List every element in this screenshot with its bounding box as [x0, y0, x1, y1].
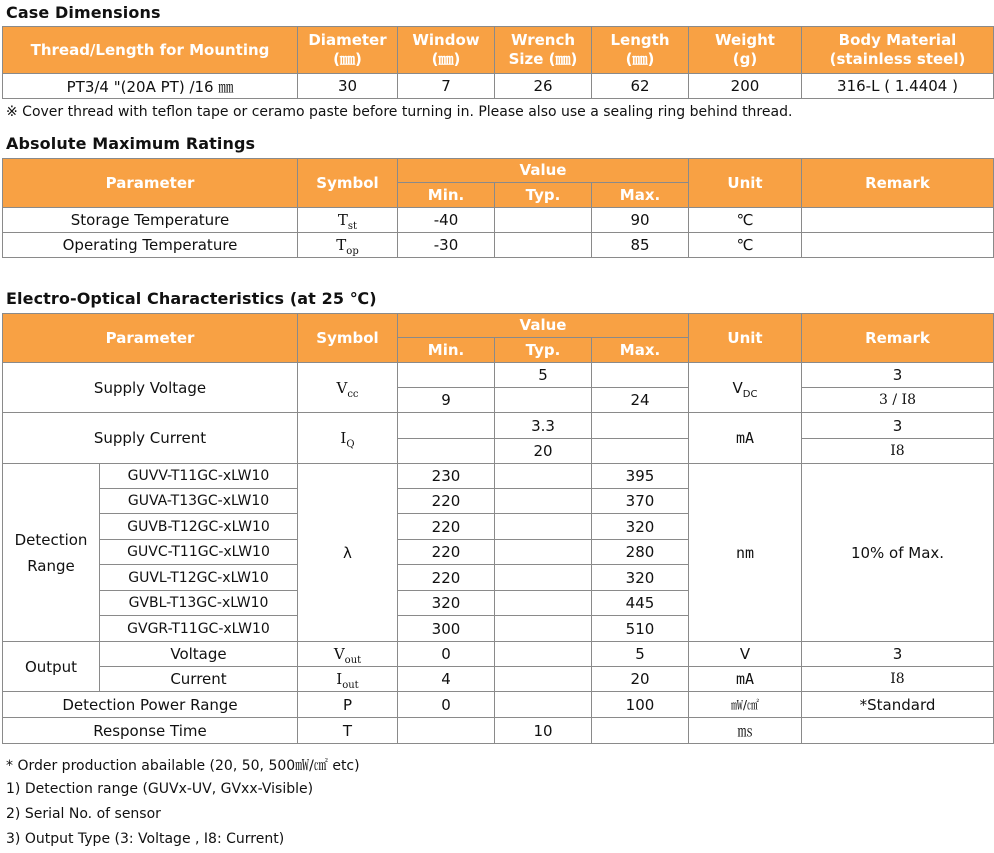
table-row	[3, 642, 994, 667]
amr-unit: ℃	[689, 208, 802, 233]
detection-max: 510	[592, 616, 689, 642]
case-dimensions-table	[2, 26, 994, 99]
detection-max: 445	[592, 591, 689, 616]
detection-max: 395	[592, 464, 689, 489]
detection-typ	[495, 616, 592, 642]
detection-min: 220	[398, 489, 495, 514]
header-wrench: Wrench Size (㎜)	[495, 27, 592, 74]
header-thread: Thread/Length for Mounting	[3, 27, 298, 74]
header-weight: Weight (g)	[689, 27, 802, 74]
footnote-serial: 2) Serial No. of sensor	[6, 806, 161, 822]
detection-typ	[495, 565, 592, 591]
power-range-remark: *Standard	[802, 692, 994, 718]
output-label: Output	[3, 642, 100, 692]
response-time-typ: 10	[495, 718, 592, 744]
detection-model: GUVA-T13GC-xLW10	[100, 489, 298, 514]
amr-param: Storage Temperature	[3, 208, 298, 233]
output-voltage-unit: V	[689, 642, 802, 667]
amr-header-symbol: Symbol	[298, 159, 398, 208]
supply-current-max-2	[592, 439, 689, 464]
output-current-label: Current	[100, 667, 298, 692]
detection-typ	[495, 591, 592, 616]
detection-model: GUVV-T11GC-xLW10	[100, 464, 298, 489]
detection-min: 300	[398, 616, 495, 642]
table-row	[3, 692, 994, 718]
supply-voltage-typ-1: 5	[495, 363, 592, 388]
output-voltage-symbol: $V_{out}$	[298, 642, 398, 667]
amr-typ	[495, 208, 592, 233]
supply-voltage-typ-2	[495, 388, 592, 413]
supply-current-remark-2: I8	[802, 439, 994, 464]
amr-remark	[802, 233, 994, 258]
detection-typ	[495, 489, 592, 514]
supply-voltage-remark-1: 3	[802, 363, 994, 388]
detection-max: 280	[592, 540, 689, 565]
eoc-header-max: Max.	[592, 338, 689, 363]
supply-current-remark-1: 3	[802, 413, 994, 439]
supply-voltage-unit: $V_{DC}$	[689, 363, 802, 413]
detection-range-label: Detection Range	[3, 464, 100, 642]
detection-unit: nm	[689, 464, 802, 642]
amr-header-value: Value	[398, 159, 689, 183]
detection-min: 220	[398, 565, 495, 591]
amr-header-unit: Unit	[689, 159, 802, 208]
amr-min: -30	[398, 233, 495, 258]
detection-symbol: λ	[298, 464, 398, 642]
supply-voltage-remark-2: 3 / I8	[802, 388, 994, 413]
case-dimensions-title: Case Dimensions	[6, 3, 161, 22]
response-time-symbol: T	[298, 718, 398, 744]
eoc-header-remark: Remark	[802, 314, 994, 363]
header-length: Length (㎜)	[592, 27, 689, 74]
amr-header-typ: Typ.	[495, 183, 592, 208]
cell-body-material: 316-L ( 1.4404 )	[802, 74, 994, 99]
table-row	[3, 667, 994, 692]
supply-current-label: Supply Current	[3, 413, 298, 464]
supply-voltage-min-1	[398, 363, 495, 388]
response-time-min	[398, 718, 495, 744]
detection-model: GUVL-T12GC-xLW10	[100, 565, 298, 591]
amr-max: 90	[592, 208, 689, 233]
detection-min: 220	[398, 540, 495, 565]
eoc-table	[2, 313, 994, 744]
power-range-min: 0	[398, 692, 495, 718]
header-window: Window (㎜)	[398, 27, 495, 74]
cell-thread: PT3/4 "(20A PT) /16 ㎜	[3, 74, 298, 99]
eoc-header-parameter: Parameter	[3, 314, 298, 363]
output-current-symbol: $I_{out}$	[298, 667, 398, 692]
table-row	[3, 233, 994, 258]
output-current-remark: I8	[802, 667, 994, 692]
cell-wrench: 26	[495, 74, 592, 99]
cell-weight: 200	[689, 74, 802, 99]
output-voltage-label: Voltage	[100, 642, 298, 667]
power-range-symbol: P	[298, 692, 398, 718]
table-row	[3, 208, 994, 233]
power-range-label: Detection Power Range	[3, 692, 298, 718]
power-range-max: 100	[592, 692, 689, 718]
footnote-order: * Order production abailable (20, 50, 500㎽/㎠ etc)	[6, 758, 360, 774]
power-range-unit: ㎽/㎠	[689, 692, 802, 718]
supply-voltage-max-1	[592, 363, 689, 388]
table-row	[3, 413, 994, 439]
eoc-header-symbol: Symbol	[298, 314, 398, 363]
amr-header-min: Min.	[398, 183, 495, 208]
amr-param: Operating Temperature	[3, 233, 298, 258]
amr-max: 85	[592, 233, 689, 258]
cell-diameter: 30	[298, 74, 398, 99]
detection-max: 320	[592, 514, 689, 540]
amr-table	[2, 158, 994, 258]
supply-current-min-2	[398, 439, 495, 464]
amr-header-parameter: Parameter	[3, 159, 298, 208]
table-row	[3, 718, 994, 744]
detection-max: 370	[592, 489, 689, 514]
case-note: ※ Cover thread with teflon tape or ceramo paste before turning in. Please also use a sealing ring behind thread.	[6, 104, 793, 120]
detection-model: GUVC-T11GC-xLW10	[100, 540, 298, 565]
amr-typ	[495, 233, 592, 258]
detection-typ	[495, 464, 592, 489]
amr-remark	[802, 208, 994, 233]
supply-current-symbol: $I_Q$	[298, 413, 398, 464]
eoc-header-min: Min.	[398, 338, 495, 363]
supply-voltage-symbol: $V_{cc}$	[298, 363, 398, 413]
supply-current-max-1	[592, 413, 689, 439]
table-row	[3, 464, 994, 489]
response-time-unit: ㎳	[689, 718, 802, 744]
output-voltage-max: 5	[592, 642, 689, 667]
detection-model: GVGR-T11GC-xLW10	[100, 616, 298, 642]
output-voltage-typ	[495, 642, 592, 667]
amr-header-remark: Remark	[802, 159, 994, 208]
amr-symbol: $T_{op}$	[298, 233, 398, 258]
amr-min: -40	[398, 208, 495, 233]
detection-min: 220	[398, 514, 495, 540]
supply-current-min-1	[398, 413, 495, 439]
output-voltage-min: 0	[398, 642, 495, 667]
supply-voltage-min-2: 9	[398, 388, 495, 413]
eoc-header-value: Value	[398, 314, 689, 338]
eoc-header-unit: Unit	[689, 314, 802, 363]
detection-typ	[495, 514, 592, 540]
detection-model: GVBL-T13GC-xLW10	[100, 591, 298, 616]
eoc-title: Electro-Optical Characteristics (at 25 ℃)	[6, 289, 377, 308]
supply-voltage-max-2: 24	[592, 388, 689, 413]
detection-min: 230	[398, 464, 495, 489]
supply-current-unit: mA	[689, 413, 802, 464]
output-current-min: 4	[398, 667, 495, 692]
response-time-label: Response Time	[3, 718, 298, 744]
header-body-material: Body Material (stainless steel)	[802, 27, 994, 74]
footnote-output-type: 3) Output Type (3: Voltage , I8: Current)	[6, 831, 285, 847]
detection-min: 320	[398, 591, 495, 616]
detection-typ	[495, 540, 592, 565]
footnote-detection-range: 1) Detection range (GUVx-UV, GVxx-Visible)	[6, 781, 314, 797]
response-time-max	[592, 718, 689, 744]
amr-unit: ℃	[689, 233, 802, 258]
amr-symbol: $T_{st}$	[298, 208, 398, 233]
header-diameter: Diameter (㎜)	[298, 27, 398, 74]
detection-max: 320	[592, 565, 689, 591]
cell-length: 62	[592, 74, 689, 99]
detection-model: GUVB-T12GC-xLW10	[100, 514, 298, 540]
cell-window: 7	[398, 74, 495, 99]
supply-current-typ-1: 3.3	[495, 413, 592, 439]
power-range-typ	[495, 692, 592, 718]
supply-current-typ-2: 20	[495, 439, 592, 464]
output-current-unit: mA	[689, 667, 802, 692]
amr-title: Absolute Maximum Ratings	[6, 134, 256, 153]
supply-voltage-label: Supply Voltage	[3, 363, 298, 413]
response-time-remark	[802, 718, 994, 744]
table-row	[3, 363, 994, 388]
output-voltage-remark: 3	[802, 642, 994, 667]
amr-header-max: Max.	[592, 183, 689, 208]
detection-remark: 10% of Max.	[802, 464, 994, 642]
output-current-typ	[495, 667, 592, 692]
eoc-header-typ: Typ.	[495, 338, 592, 363]
output-current-max: 20	[592, 667, 689, 692]
